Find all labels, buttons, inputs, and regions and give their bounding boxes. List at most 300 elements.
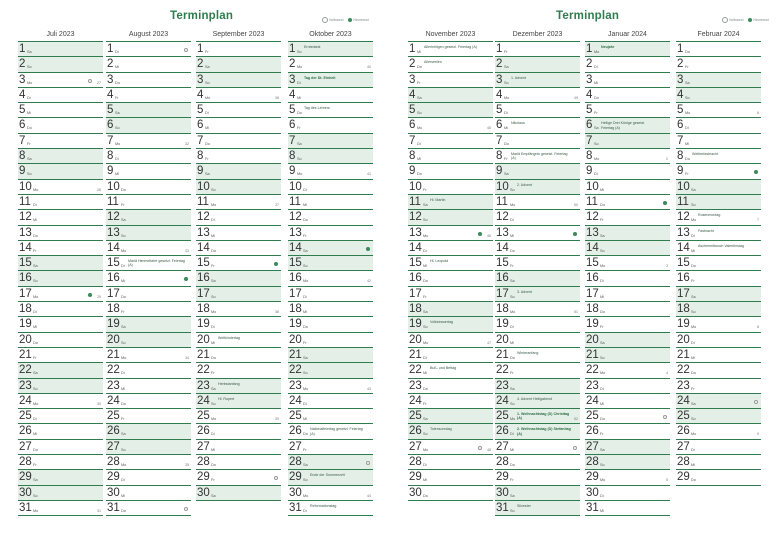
- day-row[interactable]: [288, 134, 373, 149]
- day-row[interactable]: [408, 180, 493, 195]
- day-row[interactable]: [196, 302, 281, 317]
- day-row[interactable]: [676, 317, 761, 332]
- day-row[interactable]: [196, 455, 281, 470]
- day-row[interactable]: [676, 134, 761, 149]
- day-row[interactable]: [676, 379, 761, 394]
- day-row[interactable]: [495, 57, 580, 72]
- day-row[interactable]: [676, 271, 761, 286]
- day-row[interactable]: [408, 271, 493, 286]
- day-row[interactable]: [18, 226, 103, 241]
- day-row[interactable]: [408, 57, 493, 72]
- day-number: 1: [677, 43, 684, 55]
- weekday-label: Do: [600, 310, 605, 315]
- day-row[interactable]: [196, 333, 281, 348]
- holiday-label: 2. Advent: [517, 182, 532, 187]
- day-row[interactable]: [676, 241, 761, 256]
- day-row[interactable]: [106, 287, 191, 302]
- day-row[interactable]: [585, 118, 670, 133]
- day-row[interactable]: [585, 73, 670, 88]
- day-row[interactable]: [18, 486, 103, 501]
- day-row[interactable]: [106, 333, 191, 348]
- day-number: 21: [409, 348, 422, 361]
- day-row[interactable]: [585, 379, 670, 394]
- weekday-label: Do: [691, 371, 696, 376]
- day-row[interactable]: [106, 394, 191, 409]
- day-row[interactable]: [585, 455, 670, 470]
- weekday-label: Mi: [510, 447, 515, 452]
- day-row[interactable]: [288, 210, 373, 225]
- holiday-label: Volkstrauertag: [430, 320, 453, 325]
- day-number: 6: [409, 119, 416, 132]
- day-row[interactable]: [196, 363, 281, 378]
- day-row[interactable]: [288, 455, 373, 470]
- day-row[interactable]: [18, 88, 103, 103]
- day-row[interactable]: [495, 256, 580, 271]
- holiday-label: Hl. Leopold: [430, 259, 449, 264]
- day-row[interactable]: [196, 271, 281, 286]
- day-row[interactable]: [408, 195, 493, 210]
- day-row[interactable]: [495, 379, 580, 394]
- day-row[interactable]: [196, 424, 281, 439]
- holiday-label: Erntedank: [304, 45, 321, 49]
- day-row[interactable]: [288, 256, 373, 271]
- day-row[interactable]: [106, 271, 191, 286]
- day-row[interactable]: [18, 424, 103, 439]
- day-row[interactable]: [676, 226, 761, 241]
- day-row[interactable]: [585, 195, 670, 210]
- day-number: 12: [677, 211, 690, 224]
- day-row[interactable]: [196, 57, 281, 72]
- weekday-label: Mo: [303, 279, 309, 284]
- day-row[interactable]: [196, 226, 281, 241]
- day-row[interactable]: [408, 42, 493, 57]
- day-row[interactable]: [585, 103, 670, 118]
- day-row[interactable]: [585, 440, 670, 455]
- day-row[interactable]: [495, 73, 580, 88]
- weekday-label: Di: [594, 172, 598, 177]
- weekday-label: Do: [417, 65, 422, 70]
- new-moon-icon: [663, 201, 667, 205]
- day-row[interactable]: [288, 42, 373, 57]
- day-row[interactable]: [495, 470, 580, 485]
- day-row[interactable]: [196, 118, 281, 133]
- day-row[interactable]: [676, 424, 761, 439]
- day-number: 14: [677, 241, 690, 254]
- day-row[interactable]: [288, 271, 373, 286]
- day-row[interactable]: [408, 118, 493, 133]
- day-row[interactable]: [196, 241, 281, 256]
- day-row[interactable]: [408, 88, 493, 103]
- weekday-label: Sa: [303, 463, 308, 468]
- weekday-label: Fr: [297, 126, 301, 131]
- day-row[interactable]: [288, 363, 373, 378]
- day-row[interactable]: [676, 42, 761, 57]
- weekday-label: Di: [211, 325, 215, 330]
- day-row[interactable]: [585, 333, 670, 348]
- day-row[interactable]: [495, 134, 580, 149]
- day-row[interactable]: [495, 394, 580, 409]
- day-row[interactable]: [288, 317, 373, 332]
- day-row[interactable]: [288, 164, 373, 179]
- day-row[interactable]: [288, 103, 373, 118]
- week-number: 8: [757, 325, 759, 330]
- day-row[interactable]: [495, 348, 580, 363]
- day-row[interactable]: [408, 256, 493, 271]
- weekday-label: Sa: [600, 340, 605, 345]
- legend-full: Vollmond: [329, 17, 344, 22]
- day-row[interactable]: [18, 57, 103, 72]
- day-row[interactable]: [196, 409, 281, 424]
- day-row[interactable]: [408, 134, 493, 149]
- day-row[interactable]: [106, 486, 191, 501]
- day-row[interactable]: [106, 195, 191, 210]
- day-row[interactable]: [196, 73, 281, 88]
- day-row[interactable]: [288, 73, 373, 88]
- day-row[interactable]: [408, 486, 493, 501]
- day-number: 28: [409, 456, 422, 469]
- day-row[interactable]: [676, 394, 761, 409]
- day-row[interactable]: [18, 379, 103, 394]
- day-row[interactable]: [196, 149, 281, 164]
- day-row[interactable]: [408, 348, 493, 363]
- day-row[interactable]: [18, 455, 103, 470]
- day-row[interactable]: [288, 149, 373, 164]
- day-row[interactable]: [408, 424, 493, 439]
- day-row[interactable]: [288, 118, 373, 133]
- day-row[interactable]: [585, 287, 670, 302]
- day-row[interactable]: [676, 164, 761, 179]
- day-row[interactable]: [495, 210, 580, 225]
- day-row[interactable]: [495, 317, 580, 332]
- day-row[interactable]: [495, 103, 580, 118]
- day-row[interactable]: [18, 440, 103, 455]
- day-row[interactable]: [676, 118, 761, 133]
- day-row[interactable]: [106, 256, 191, 271]
- day-row[interactable]: [288, 501, 373, 516]
- day-number: 3: [677, 73, 684, 86]
- day-row[interactable]: [495, 180, 580, 195]
- day-row[interactable]: [18, 271, 103, 286]
- day-row[interactable]: [196, 88, 281, 103]
- day-number: 30: [586, 486, 599, 499]
- day-row[interactable]: [676, 287, 761, 302]
- day-row[interactable]: [585, 42, 670, 57]
- day-row[interactable]: [676, 363, 761, 378]
- day-row[interactable]: [106, 226, 191, 241]
- day-row[interactable]: [585, 149, 670, 164]
- day-row[interactable]: [585, 470, 670, 485]
- day-row[interactable]: [676, 88, 761, 103]
- day-number: 1: [107, 43, 114, 55]
- day-row[interactable]: [18, 134, 103, 149]
- day-row[interactable]: [106, 164, 191, 179]
- day-row[interactable]: [676, 180, 761, 195]
- weekday-label: Di: [594, 65, 598, 70]
- weekday-label: Do: [297, 111, 302, 116]
- day-row[interactable]: [106, 348, 191, 363]
- day-row[interactable]: [288, 302, 373, 317]
- day-row[interactable]: [408, 455, 493, 470]
- day-row[interactable]: [408, 333, 493, 348]
- day-row[interactable]: [106, 363, 191, 378]
- day-row[interactable]: [495, 271, 580, 286]
- day-row[interactable]: [18, 180, 103, 195]
- day-row[interactable]: [196, 348, 281, 363]
- day-row[interactable]: [106, 440, 191, 455]
- day-number: 25: [586, 410, 599, 423]
- day-row[interactable]: [408, 210, 493, 225]
- day-row[interactable]: [106, 118, 191, 133]
- day-row[interactable]: [18, 348, 103, 363]
- weekday-label: Di: [303, 294, 307, 299]
- day-row[interactable]: [196, 195, 281, 210]
- weekday-label: Sa: [297, 141, 302, 146]
- day-number: 26: [19, 425, 32, 438]
- day-row[interactable]: [676, 455, 761, 470]
- day-row[interactable]: [196, 486, 281, 501]
- day-row[interactable]: [18, 241, 103, 256]
- day-number: 31: [107, 501, 120, 514]
- weekday-label: So: [297, 50, 302, 54]
- day-row[interactable]: [288, 486, 373, 501]
- day-row[interactable]: [495, 164, 580, 179]
- weekday-label: Do: [211, 248, 216, 253]
- day-row[interactable]: [288, 470, 373, 485]
- day-row[interactable]: [585, 134, 670, 149]
- day-row[interactable]: [585, 348, 670, 363]
- day-row[interactable]: [408, 363, 493, 378]
- day-row[interactable]: [106, 180, 191, 195]
- day-row[interactable]: [196, 164, 281, 179]
- day-row[interactable]: [585, 394, 670, 409]
- day-row[interactable]: [288, 88, 373, 103]
- day-row[interactable]: [585, 164, 670, 179]
- day-row[interactable]: [495, 241, 580, 256]
- weekday-label: Sa: [423, 417, 428, 422]
- day-number: 17: [677, 287, 690, 300]
- day-row[interactable]: [288, 241, 373, 256]
- day-row[interactable]: [495, 195, 580, 210]
- day-row[interactable]: [495, 118, 580, 133]
- day-row[interactable]: [18, 118, 103, 133]
- weekday-label: Sa: [600, 233, 605, 238]
- day-row[interactable]: [288, 409, 373, 424]
- day-row[interactable]: [196, 470, 281, 485]
- day-row[interactable]: [106, 241, 191, 256]
- day-row[interactable]: [106, 57, 191, 72]
- day-row[interactable]: [495, 149, 580, 164]
- weekday-label: Fr: [691, 386, 695, 391]
- day-row[interactable]: [408, 73, 493, 88]
- day-row[interactable]: [495, 409, 580, 424]
- day-row[interactable]: [585, 424, 670, 439]
- day-number: 20: [586, 333, 599, 346]
- day-row[interactable]: [585, 256, 670, 271]
- day-row[interactable]: [676, 470, 761, 485]
- day-row[interactable]: [196, 103, 281, 118]
- day-row[interactable]: [106, 88, 191, 103]
- day-row[interactable]: [676, 440, 761, 455]
- day-row[interactable]: [106, 501, 191, 516]
- weekday-label: Sa: [691, 187, 696, 192]
- day-row[interactable]: [18, 317, 103, 332]
- day-row[interactable]: [585, 241, 670, 256]
- day-row[interactable]: [288, 440, 373, 455]
- day-row[interactable]: [106, 302, 191, 317]
- day-row[interactable]: [495, 226, 580, 241]
- day-row[interactable]: [495, 88, 580, 103]
- day-row[interactable]: [676, 210, 761, 225]
- day-row[interactable]: [585, 317, 670, 332]
- day-row[interactable]: [106, 409, 191, 424]
- day-number: 8: [19, 150, 26, 163]
- day-row[interactable]: [18, 363, 103, 378]
- day-row[interactable]: [676, 409, 761, 424]
- day-row[interactable]: [18, 164, 103, 179]
- day-row[interactable]: [18, 409, 103, 424]
- day-row[interactable]: [18, 470, 103, 485]
- day-row[interactable]: [196, 287, 281, 302]
- day-row[interactable]: [18, 394, 103, 409]
- day-row[interactable]: [585, 302, 670, 317]
- full-moon-icon: [754, 400, 758, 404]
- day-row[interactable]: [106, 424, 191, 439]
- day-row[interactable]: [288, 394, 373, 409]
- day-row[interactable]: [18, 103, 103, 118]
- day-row[interactable]: [676, 348, 761, 363]
- day-row[interactable]: [495, 363, 580, 378]
- day-row[interactable]: [288, 226, 373, 241]
- week-number: 4: [666, 371, 668, 376]
- day-row[interactable]: [196, 317, 281, 332]
- day-row[interactable]: [18, 287, 103, 302]
- day-row[interactable]: [196, 180, 281, 195]
- day-row[interactable]: [585, 271, 670, 286]
- day-row[interactable]: [106, 470, 191, 485]
- weekday-label: Di: [303, 187, 307, 192]
- weekday-label: Mo: [600, 264, 606, 269]
- day-number: 6: [677, 119, 684, 132]
- day-row[interactable]: [585, 363, 670, 378]
- day-row[interactable]: [408, 394, 493, 409]
- day-row[interactable]: [18, 256, 103, 271]
- day-row[interactable]: [676, 333, 761, 348]
- day-row[interactable]: [106, 210, 191, 225]
- day-row[interactable]: [585, 486, 670, 501]
- day-row[interactable]: [196, 210, 281, 225]
- new-moon-icon: [366, 247, 370, 251]
- day-row[interactable]: [495, 42, 580, 57]
- day-row[interactable]: [408, 241, 493, 256]
- day-row[interactable]: [106, 73, 191, 88]
- day-row[interactable]: [106, 103, 191, 118]
- day-row[interactable]: [288, 287, 373, 302]
- day-row[interactable]: [408, 302, 493, 317]
- day-row[interactable]: [288, 379, 373, 394]
- day-row[interactable]: [495, 486, 580, 501]
- day-row[interactable]: [18, 333, 103, 348]
- day-number: 27: [586, 440, 599, 453]
- day-row[interactable]: [106, 134, 191, 149]
- week-number: 38: [275, 310, 279, 315]
- weekday-label: Fr: [121, 202, 125, 207]
- day-row[interactable]: [408, 103, 493, 118]
- day-row[interactable]: [408, 470, 493, 485]
- day-row[interactable]: [676, 73, 761, 88]
- day-row[interactable]: [18, 210, 103, 225]
- day-row[interactable]: [408, 440, 493, 455]
- day-row[interactable]: [676, 256, 761, 271]
- day-row[interactable]: [676, 149, 761, 164]
- day-row[interactable]: [495, 455, 580, 470]
- day-row[interactable]: [106, 455, 191, 470]
- day-row[interactable]: [196, 256, 281, 271]
- day-row[interactable]: [676, 195, 761, 210]
- weekday-label: Mi: [33, 432, 38, 437]
- day-row[interactable]: [106, 379, 191, 394]
- day-row[interactable]: [408, 226, 493, 241]
- day-row[interactable]: [585, 501, 670, 516]
- day-row[interactable]: [196, 440, 281, 455]
- day-row[interactable]: [18, 149, 103, 164]
- day-row[interactable]: [495, 302, 580, 317]
- day-row[interactable]: [288, 333, 373, 348]
- day-row[interactable]: [495, 440, 580, 455]
- day-row[interactable]: [495, 424, 580, 439]
- day-row[interactable]: [18, 302, 103, 317]
- day-row[interactable]: [18, 42, 103, 57]
- day-row[interactable]: [408, 317, 493, 332]
- day-row[interactable]: [585, 180, 670, 195]
- day-row[interactable]: [288, 195, 373, 210]
- day-row[interactable]: [408, 164, 493, 179]
- day-row[interactable]: [585, 226, 670, 241]
- day-number: 31: [289, 501, 302, 514]
- day-row[interactable]: [18, 195, 103, 210]
- day-row[interactable]: [585, 88, 670, 103]
- day-row[interactable]: [288, 348, 373, 363]
- day-row[interactable]: [288, 180, 373, 195]
- day-row[interactable]: [408, 149, 493, 164]
- day-row[interactable]: [495, 287, 580, 302]
- day-row[interactable]: [18, 73, 103, 88]
- day-row[interactable]: [676, 103, 761, 118]
- day-number: 11: [107, 195, 119, 208]
- day-row[interactable]: [408, 379, 493, 394]
- day-row[interactable]: [196, 134, 281, 149]
- day-row[interactable]: [196, 42, 281, 57]
- day-row[interactable]: [408, 409, 493, 424]
- day-row[interactable]: [106, 42, 191, 57]
- day-row[interactable]: [495, 501, 580, 516]
- day-row[interactable]: [106, 317, 191, 332]
- weekday-label: Fr: [205, 50, 209, 54]
- day-row[interactable]: [676, 57, 761, 72]
- day-row[interactable]: [585, 210, 670, 225]
- day-number: 16: [496, 272, 509, 285]
- day-row[interactable]: [106, 149, 191, 164]
- day-row[interactable]: [196, 379, 281, 394]
- day-row[interactable]: [18, 501, 103, 516]
- day-row[interactable]: [288, 57, 373, 72]
- day-row[interactable]: [676, 302, 761, 317]
- day-row[interactable]: [495, 333, 580, 348]
- day-row[interactable]: [408, 287, 493, 302]
- day-row[interactable]: [196, 394, 281, 409]
- day-row[interactable]: [585, 57, 670, 72]
- day-row[interactable]: [585, 409, 670, 424]
- day-row[interactable]: [288, 424, 373, 439]
